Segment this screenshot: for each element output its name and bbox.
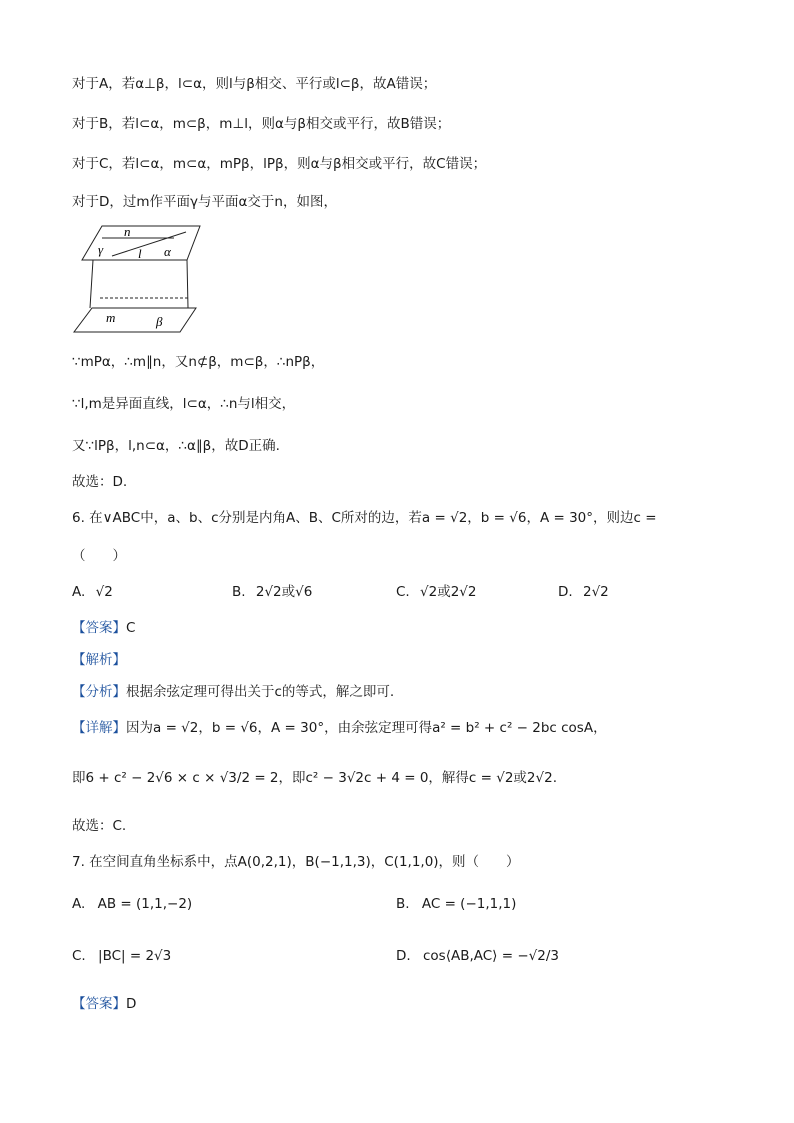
q6-option-b-text: 2√2或√6 [255, 584, 313, 600]
edge-right [187, 260, 188, 308]
edge-left [90, 260, 93, 308]
q6-answer [72, 618, 135, 638]
q7-option-b-text: AC = (−1,1,1) [421, 896, 517, 912]
q7-option-b [396, 894, 516, 914]
q6-detail-tag: 【详解】 [72, 720, 126, 736]
solution-choose-d: 故选：D. [72, 474, 128, 490]
q7-option-d-text: cos⟨AB,AC⟩ = −√2/3 [422, 948, 559, 964]
label-n: n [124, 224, 131, 239]
q6-stem: 6. 在∨ABC中，a、b、c分别是内角A、B、C所对的边，若a = √2，b = √6，A = 30°，则边c = [72, 510, 657, 526]
solution-line-g: 又∵lPβ，l,n⊂α，∴α∥β，故D正确. [72, 438, 280, 454]
q6-option-a [72, 582, 113, 602]
q6-choose: 故选：C. [72, 818, 127, 834]
label-l: l [138, 246, 142, 261]
q6-option-b-key: B. [232, 584, 246, 600]
q7-option-c [72, 946, 171, 966]
q6-calc: 即6 + c² − 2√6 × c × √3/2 = 2，即c² − 3√2c + 4 = 0，解得c = √2或2√2. [72, 770, 557, 786]
q7-answer-value: D [126, 996, 137, 1012]
solution-line-c: 对于C，若l⊂α，m⊂α，mPβ，lPβ，则α与β相交或平行，故C错误； [72, 156, 487, 172]
q6-option-c-key: C. [396, 584, 410, 600]
q6-detail-text: 因为a = √2，b = √6，A = 30°，由余弦定理可得a² = b² + c² − 2bc cosA， [126, 720, 607, 736]
q6-analysis [72, 650, 126, 670]
plane-beta [74, 308, 196, 332]
label-alpha: α [164, 244, 171, 259]
q6-answer-tag: 【答案】 [72, 620, 126, 636]
q6-option-a-key: A. [72, 584, 86, 600]
solution-line-d: 对于D，过m作平面γ与平面α交于n，如图， [72, 194, 337, 210]
q6-analysis-tag: 【解析】 [72, 652, 126, 668]
q7-option-d-key: D. [396, 948, 411, 964]
q6-option-a-text: √2 [95, 584, 113, 600]
q7-answer-tag: 【答案】 [72, 996, 126, 1012]
q6-option-d-key: D. [558, 584, 573, 600]
q7-option-a [72, 894, 192, 914]
q7-answer [72, 994, 136, 1014]
solution-line-a: 对于A，若α⊥β，l⊂α，则l与β相交、平行或l⊂β，故A错误； [72, 76, 437, 92]
label-beta: β [156, 314, 163, 329]
q7-option-a-text: AB = (1,1,−2) [97, 896, 193, 912]
q6-fenxi [72, 682, 394, 702]
q6-option-d [558, 582, 609, 602]
q7-option-a-key: A. [72, 896, 86, 912]
q7-option-c-key: C. [72, 948, 86, 964]
q6-fenxi-text: 根据余弦定理可得出关于c的等式，解之即可. [126, 684, 395, 700]
q7-option-c-text: |BC| = 2√3 [98, 948, 172, 964]
solution-line-f: ∵l,m是异面直线，l⊂α，∴n与l相交， [72, 396, 296, 412]
q6-option-d-text: 2√2 [582, 584, 609, 600]
q6-detail [72, 718, 607, 738]
parallel-planes-figure [72, 222, 204, 334]
label-gamma: γ [98, 242, 104, 257]
label-m: m [106, 310, 116, 325]
solution-line-b: 对于B，若l⊂α，m⊂β，m⊥l，则α与β相交或平行，故B错误； [72, 116, 451, 132]
q7-option-d [396, 946, 559, 966]
q6-option-c [396, 582, 477, 602]
q6-option-c-text: √2或2√2 [420, 584, 477, 600]
solution-line-e: ∵mPα，∴m∥n，又n⊄β，m⊂β，∴nPβ， [72, 354, 325, 370]
q7-option-b-key: B. [396, 896, 410, 912]
q6-answer-value: C [126, 620, 136, 636]
q6-fenxi-tag: 【分析】 [72, 684, 126, 700]
q7-stem: 7. 在空间直角坐标系中，点A(0,2,1)，B(−1,1,3)，C(1,1,0)，则（ ） [72, 854, 520, 870]
q6-paren: （ ） [72, 548, 126, 564]
q6-option-b [232, 582, 312, 602]
